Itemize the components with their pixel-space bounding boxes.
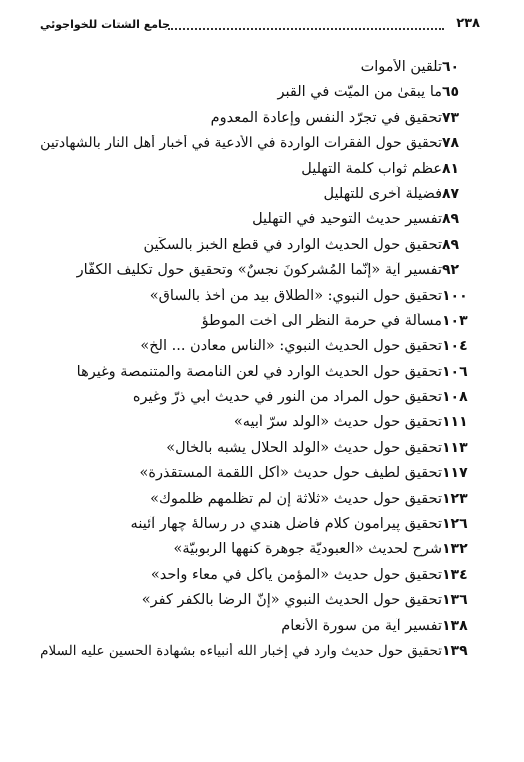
toc-entry-title: تحقيق حول النبوي: «الطلاق بيد من أخذ بالساق» bbox=[149, 287, 442, 304]
toc-entry-title: تحقيق لطيف حول حديث «أكل اللقمة المستقذرة» bbox=[139, 465, 442, 482]
toc-entry-page: ١١٧ bbox=[442, 465, 468, 482]
toc-entry bbox=[36, 364, 482, 389]
toc-entry-page: ٨٩ bbox=[442, 211, 460, 228]
toc-entry-page: ١٠٣ bbox=[442, 312, 468, 329]
toc-entry bbox=[36, 516, 482, 541]
toc-entry-page: ٧٣ bbox=[442, 109, 460, 126]
toc-entry-page: ٨٧ bbox=[442, 185, 460, 202]
toc-entry bbox=[36, 618, 482, 643]
toc-entry bbox=[36, 186, 482, 211]
toc-entry bbox=[36, 440, 482, 465]
toc-entry-title: تحقيق حول الحديث النبوي: «الناس معادن ... الخ» bbox=[140, 338, 442, 355]
toc-entry-title: تفسير آية «إنّما المُشركونَ نجسٌ» وتحقيق حول تكليف الكفّار bbox=[76, 262, 442, 279]
toc-entry bbox=[36, 465, 482, 490]
toc-entry-page: ٧٨ bbox=[442, 135, 460, 152]
toc-entry bbox=[36, 237, 482, 262]
toc-entry-title: مسألة في حرمة النظر الى اُخت الموطؤ bbox=[201, 312, 442, 329]
toc-entry-title: تحقيق حول المراد من النور في حديث أبي ذرّ وغيره bbox=[132, 389, 442, 406]
toc-entry-page: ١٣٦ bbox=[442, 592, 468, 609]
toc-entry-title: تحقيق پيرامون كلام فاضل هندي در رسالهٔ چهار آئينه bbox=[130, 516, 442, 533]
toc-entry-title: تحقيق حول حديث «ثلاثة إن لم تظلمهم ظلموك» bbox=[150, 490, 442, 507]
toc-entry-page: ٨٩ bbox=[442, 236, 460, 253]
table-of-contents bbox=[36, 59, 482, 668]
toc-entry-page: ١٠٠ bbox=[442, 287, 468, 304]
toc-entry-page: ٦٥ bbox=[442, 84, 460, 101]
toc-entry-page: ١٣٤ bbox=[442, 566, 468, 583]
toc-entry-page: ٩٢ bbox=[442, 262, 460, 279]
toc-entry bbox=[36, 110, 482, 135]
toc-entry-title: ما يبقىٰ من الميّت في القبر bbox=[277, 84, 442, 101]
toc-entry-title: تحقيق حول الحديث الوارد في لعن النامصة والمتنمصة وغيرها bbox=[76, 363, 442, 380]
toc-entry-title: تحقيق في تجرّد النفس وإعادة المعدوم bbox=[210, 109, 442, 126]
running-header bbox=[0, 8, 524, 38]
toc-entry-title: تحقيق حول الحديث النبوي «إنّ الرضا بالكفر كفر» bbox=[141, 592, 442, 609]
toc-entry bbox=[36, 313, 482, 338]
toc-entry bbox=[36, 389, 482, 414]
toc-entry-title: تفسير آية من سورة الأنعام bbox=[281, 617, 442, 634]
toc-entry bbox=[36, 84, 482, 109]
toc-entry bbox=[36, 567, 482, 592]
toc-entry-title: شرح لحديث «العبوديّة جوهرة كنهها الربوبيّة» bbox=[173, 541, 442, 558]
toc-entry bbox=[36, 592, 482, 617]
toc-entry-title: فضيلة اُخرى للتهليل bbox=[323, 185, 442, 202]
toc-entry bbox=[36, 262, 482, 287]
toc-entry bbox=[36, 59, 482, 84]
toc-entry-title: تفسير حديث التوحيد في التهليل bbox=[252, 211, 442, 228]
toc-entry bbox=[36, 338, 482, 363]
toc-entry-title: تلقين الأموات bbox=[360, 59, 442, 75]
header-dotted-rule bbox=[168, 28, 444, 30]
toc-entry bbox=[36, 491, 482, 516]
toc-entry-title: تحقيق حول الحديث الوارد في قطع الخبز بالسكّين bbox=[143, 236, 442, 253]
toc-entry-page: ١٠٤ bbox=[442, 338, 468, 355]
page-number: ٢٣٨ bbox=[456, 16, 480, 31]
toc-entry-page: ١٣٢ bbox=[442, 541, 468, 558]
toc-entry-title: تحقيق حول الفقرات الواردة في الأدعية في أخبار أهل النار بالشهادتين bbox=[40, 135, 442, 152]
toc-entry-page: ٦٠ bbox=[442, 59, 460, 75]
toc-entry-page: ٨١ bbox=[442, 160, 460, 177]
toc-entry-page: ١٢٣ bbox=[442, 490, 468, 507]
toc-entry bbox=[36, 288, 482, 313]
book-title: جامع الشتات للخواجوئي bbox=[40, 18, 171, 31]
toc-entry-title: تحقيق حول حديث «الولد الحلال يشبه بالخال» bbox=[166, 439, 442, 456]
toc-entry-title: تحقيق حول حديث «المؤمن يأكل في معاء واحد» bbox=[150, 566, 442, 583]
toc-entry-title: تحقيق حول حديث «الولد سرّ أبيه» bbox=[233, 414, 442, 431]
toc-entry-page: ١١٣ bbox=[442, 439, 468, 456]
toc-entry bbox=[36, 414, 482, 439]
toc-entry-page: ١٠٨ bbox=[442, 389, 468, 406]
toc-entry-title: تحقيق حول حديث وارد في إخبار الله أنبياءه بشهادة الحسين عليه السلام bbox=[40, 642, 442, 659]
toc-entry-page: ١١١ bbox=[442, 414, 468, 431]
toc-entry-title: عظم ثواب كلمة التهليل bbox=[301, 160, 442, 177]
toc-entry-page: ١٢٦ bbox=[442, 516, 468, 533]
toc-entry-page: ١٠٦ bbox=[442, 363, 468, 380]
toc-entry bbox=[36, 211, 482, 236]
toc-entry bbox=[36, 643, 482, 668]
toc-entry-page: ١٣٩ bbox=[442, 642, 468, 659]
toc-entry bbox=[36, 135, 482, 160]
toc-entry bbox=[36, 541, 482, 566]
toc-entry-page: ١٣٨ bbox=[442, 617, 468, 634]
toc-entry bbox=[36, 161, 482, 186]
